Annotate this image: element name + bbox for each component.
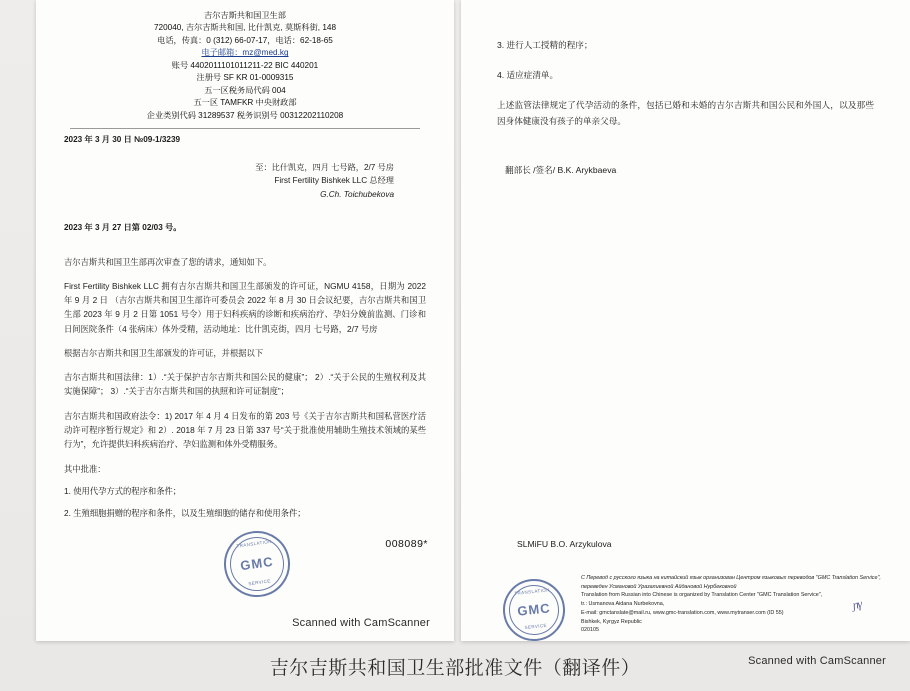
document-page-left xyxy=(36,0,454,641)
body-paragraph: 根据吉尔吉斯共和国卫生部颁发的许可证，并根据以下 xyxy=(64,347,264,358)
body-paragraph: 其中批准： xyxy=(64,463,106,474)
letterhead-line: 电话，传真：0 (312) 66-07-17，电话：62-18-65 xyxy=(157,35,333,45)
body-paragraph: 上述监管法律规定了代孕活动的条件，包括已婚和未婚的吉尔吉斯共和国公民和外国人，以及那些因身体健康没有孩子的单亲父母。 xyxy=(497,99,874,126)
body-paragraph: First Fertility Bishkek LLC 拥有吉尔吉斯共和国卫生部颁发的许可证，NGMU 4158，日期为 2022 年 9 月 2 日 （吉尔吉斯共和国卫生部许可委员会 2022 年 8 月 30 日会议纪要，吉尔吉斯共和国卫生部 2023 年 9 月 2 日第 1051 号令）用于妇科疾病的诊断和疾病治疗、孕妇分娩前监测、门诊和日间医院条件（4 张病床）体外受精，活动地址：比什凯克街，四月 七号路，2/7 号房 xyxy=(64,280,426,334)
certification-line: С Перевод с русского языка на китайский язык организован Центром языковых переводов "GMC Translation Service", xyxy=(581,574,881,581)
body-paragraph: 吉尔吉斯共和国卫生部再次审查了您的请求，通知如下。 xyxy=(64,256,272,267)
body-paragraph: 吉尔吉斯共和国政府法令：1) 2017 年 4 月 4 日发布的第 203 号《关于吉尔吉斯共和国私营医疗活动许可程序暂行规定》和 2）. 2018 年 7 月 23 日第 337 号“关于批准使用辅助生殖技术领域的某些行为”，允许提供妇科疾病治疗、孕妇监测和体外受精服务。 xyxy=(64,410,426,450)
certification-line: переведен Усмановой Уразалиевной Айдановой Нурбековной xyxy=(581,583,737,590)
addressee-block xyxy=(36,161,454,203)
translation-seal-icon xyxy=(500,576,568,644)
letterhead-line: 企业类别代码 31289537 税务识别号 00312202110208 xyxy=(146,110,344,120)
handwritten-signature: ᶮᵞ xyxy=(849,596,865,620)
addressee-name: G.Ch. Toichubekova xyxy=(320,190,394,200)
certification-line: Bishkek, Kyrgyz Republic xyxy=(581,618,642,625)
addressee-line: First Fertility Bishkek LLC 总经理 xyxy=(274,176,394,186)
body-paragraph: 吉尔吉斯共和国法律：1）.“关于保护吉尔吉斯共和国公民的健康”； 2）.“关于公民的生殖权利及其实施保障”； 3）.“关于吉尔吉斯共和国的执照和许可证制度”； xyxy=(64,372,426,397)
letterhead xyxy=(36,0,454,122)
document-stamp-number: 008089* xyxy=(385,538,428,551)
letterhead-line: 五一区税务局代码 004 xyxy=(204,85,286,95)
letterhead-line: 吉尔吉斯共和国卫生部 xyxy=(204,11,286,20)
signature-minister: 翻部长 /签名/ B.K. Arykbaeva xyxy=(505,164,617,175)
seal-top-text: TRANSLATION xyxy=(514,587,551,596)
seal-bottom-text: SERVICE xyxy=(524,622,548,631)
signature-secondary: SLMiFU B.O. Arzykulova xyxy=(517,539,612,550)
camscanner-watermark: Scanned with CamScanner xyxy=(748,654,886,667)
document-body-left xyxy=(64,255,426,521)
seal-center-text: GMC xyxy=(516,600,552,619)
certification-line: tr.: Usmanova Aidana Nurbekovna, xyxy=(581,601,665,607)
letterhead-divider xyxy=(70,128,420,129)
certification-line: Translation from Russian into Chinese is organized by Translation Center "GMC Translation Service", xyxy=(581,592,823,599)
seal-bottom-text: SERVICE xyxy=(248,578,272,587)
body-paragraph: 3. 进行人工授精的程序； xyxy=(497,40,593,50)
seal-center-text: GMC xyxy=(239,554,275,574)
certification-line: E-mail: gmctanslate@mail.ru, www.gmc-translation.com, www.mytranser.com (ID 55) xyxy=(581,609,784,616)
body-paragraph: 2. 生殖细胞捐赠的程序和条件，以及生殖细胞的储存和使用条件； xyxy=(64,508,306,519)
document-date: 2023 年 3 月 30 日 №09-1/3239 xyxy=(64,135,181,145)
body-paragraph: 1. 使用代孕方式的程序和条件； xyxy=(64,485,182,496)
letterhead-line: 账号 4402011101011211-22 BIC 440201 xyxy=(171,60,319,70)
addressee-line: 至：比什凯克，四月 七号路，2/7 号房 xyxy=(255,162,394,172)
letterhead-line: 注册号 SF KR 01-0009315 xyxy=(196,73,294,83)
translation-seal-icon xyxy=(220,527,295,602)
document-body-right xyxy=(497,38,874,130)
seal-top-text: TRANSLATION xyxy=(236,538,273,549)
letterhead-line: 720040, 吉尔吉斯共和国, 比什凯克, 莫斯科街, 148 xyxy=(154,23,336,33)
certification-line: 020105 xyxy=(581,627,599,634)
reference-number: 2023 年 3 月 27 日第 02/03 号。 xyxy=(64,223,182,233)
image-caption: 吉尔吉斯共和国卫生部批准文件（翻译件） xyxy=(269,657,641,679)
letterhead-email: 电子邮箱：mz@med.kg xyxy=(201,48,289,58)
letterhead-line: 五一区 TAMFKR 中央财政部 xyxy=(193,98,297,108)
translation-certification xyxy=(581,574,884,635)
camscanner-watermark: Scanned with CamScanner xyxy=(292,616,430,629)
body-paragraph: 4. 适应症清单。 xyxy=(497,69,559,80)
document-page-right xyxy=(461,0,910,667)
